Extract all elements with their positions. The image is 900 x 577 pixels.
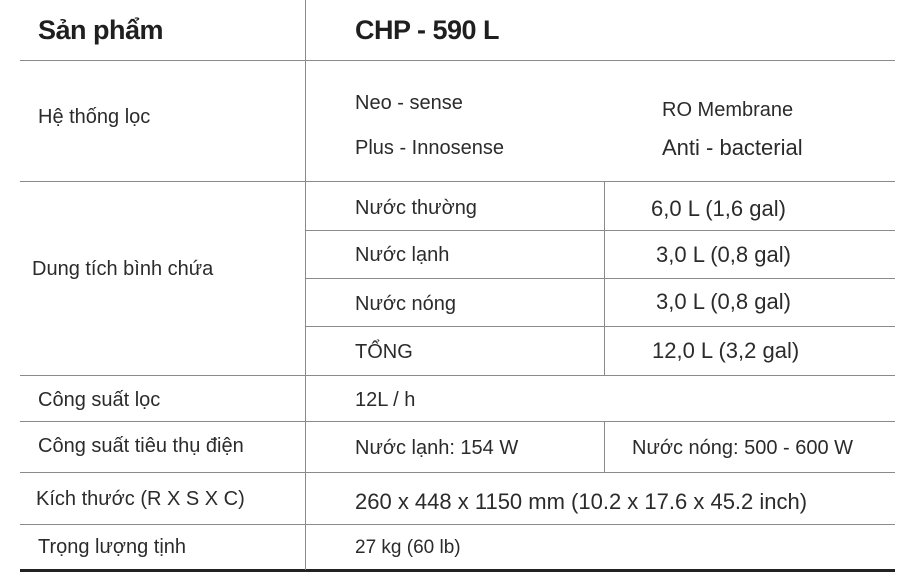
dimensions-value: 260 x 448 x 1150 mm (10.2 x 17.6 x 45.2 inch) bbox=[355, 489, 808, 514]
tank-row-value: 6,0 L (1,6 gal) bbox=[651, 196, 786, 221]
column-divider bbox=[305, 0, 306, 570]
filter-capacity-value: 12L / h bbox=[355, 389, 416, 411]
row-divider bbox=[20, 60, 895, 61]
column-divider bbox=[604, 181, 605, 375]
tank-row-value: 3,0 L (0,8 gal) bbox=[656, 242, 791, 267]
filter-item: Neo - sense bbox=[355, 92, 463, 114]
tank-row-value: 3,0 L (0,8 gal) bbox=[656, 289, 791, 314]
tank-row-value: 12,0 L (3,2 gal) bbox=[652, 338, 800, 363]
power-cold-value: Nước lạnh: 154 W bbox=[355, 437, 519, 459]
filter-system-label: Hệ thống lọc bbox=[38, 106, 151, 128]
power-hot-value: Nước nóng: 500 - 600 W bbox=[632, 437, 854, 459]
row-divider bbox=[20, 472, 895, 473]
tank-row-name: Nước lạnh bbox=[355, 244, 450, 266]
row-divider bbox=[20, 181, 895, 182]
tank-row-name: Nước nóng bbox=[355, 293, 456, 315]
model-name: CHP - 590 L bbox=[355, 15, 500, 45]
tank-row-name: Nước thường bbox=[355, 197, 477, 219]
table-bottom-rule bbox=[20, 569, 895, 572]
filter-item: RO Membrane bbox=[662, 99, 794, 121]
filter-item: Anti - bacterial bbox=[662, 135, 803, 160]
power-consumption-label: Công suất tiêu thụ điện bbox=[38, 435, 244, 457]
filter-capacity-label: Công suất lọc bbox=[38, 389, 161, 411]
tank-capacity-label: Dung tích bình chứa bbox=[32, 258, 214, 280]
row-divider bbox=[305, 230, 895, 231]
net-weight-label: Trọng lượng tịnh bbox=[38, 536, 187, 558]
row-divider bbox=[305, 278, 895, 279]
row-divider bbox=[20, 375, 895, 376]
filter-item: Plus - Innosense bbox=[355, 137, 504, 159]
product-header-label: Sản phẩm bbox=[38, 15, 164, 45]
row-divider bbox=[20, 421, 895, 422]
net-weight-value: 27 kg (60 lb) bbox=[355, 537, 461, 558]
dimensions-label: Kích thước (R X S X C) bbox=[36, 488, 245, 510]
column-divider bbox=[604, 421, 605, 472]
tank-row-name: TỔNG bbox=[355, 341, 413, 363]
row-divider bbox=[305, 326, 895, 327]
row-divider bbox=[20, 524, 895, 525]
